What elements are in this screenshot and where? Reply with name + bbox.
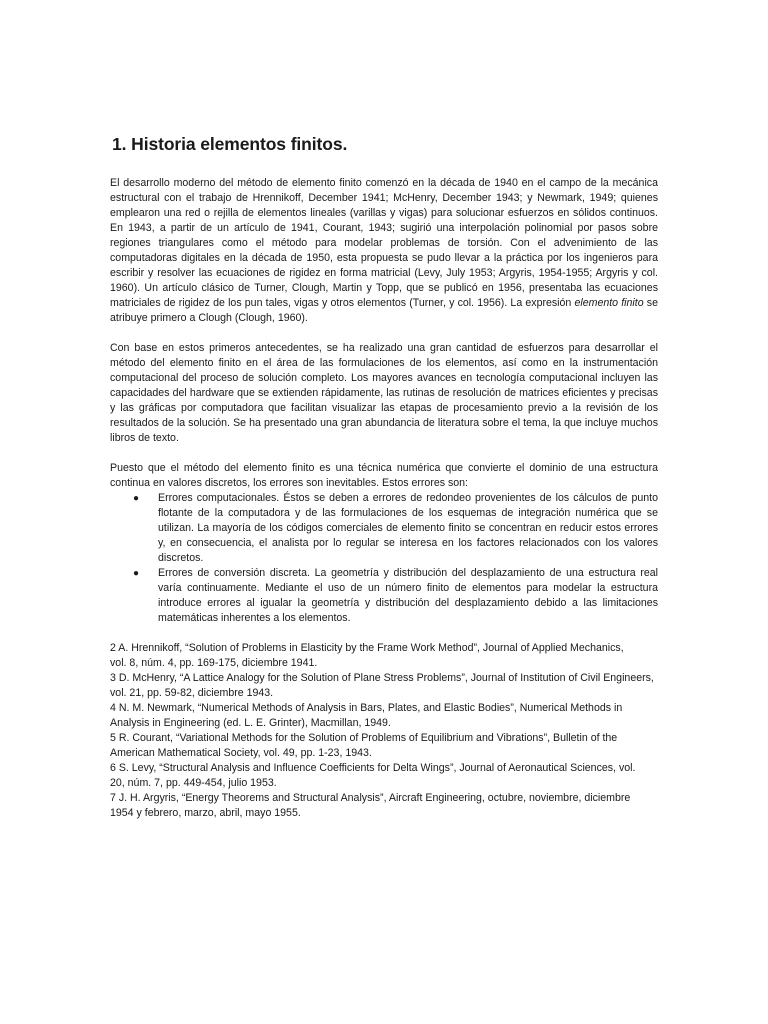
reference-item xyxy=(110,791,658,821)
references-section xyxy=(110,641,658,821)
paragraph-history-text: El desarrollo moderno del método de elemento finito comenzó en la década de 1940 en el campo de la mecánica estructural con el trabajo de Hrennikoff, December 1941; McHenry, December 1943; y Newmark, 1949; quienes emplearon una red o rejilla de elementos lineales (varillas y vigas) para solucionar esfuerzos en sólidos continuos. En 1943, a partir de un artículo de 1941, Courant, 1943; sugirió una interpolación polinomial por pasos sobre regiones triangulares como el método para modelar problemas de torsión. Con el advenimiento de las computadoras digitales en la década de 1950, esta propuesta se pudo llevar a la práctica por los ingenieros para escribir y resolver las ecuaciones de rigidez en forma matricial (Levy, July 1953; Argyris, 1954-1955; Argyris y col. 1960). Un artículo clásico de Turner, Clough, Martin y Topp, que se publicó en 1956, presentaba las ecuaciones matriciales de rigidez de los pun tales, vigas y otros elementos (Turner, y col. 1956). La expresión xyxy=(110,177,658,309)
reference-line: American Mathematical Society, vol. 49, pp. 1-23, 1943. xyxy=(110,747,372,759)
paragraph-errors-intro: Puesto que el método del elemento finito es una técnica numérica que convierte el dominio de una estructura continua en valores discretos, los errores son inevitables. Estos errores son: xyxy=(110,462,658,489)
reference-line: 5 R. Courant, “Variational Methods for the Solution of Problems of Equilibrium and Vibrations”, Bulletin of the xyxy=(110,732,618,744)
document-page xyxy=(110,132,658,821)
list-item-text: Errores de conversión discreta. La geometría y distribución del desplazamiento de una estructura real varía continuamente. Mediante el uso de un número finito de elementos para modelar la estructura introduce errores al igualar la geometría y distribución del desplazamiento debido a las limitaciones matemáticas inherentes a los elementos. xyxy=(158,567,658,624)
reference-line: Analysis in Engineering (ed. L. E. Grinter), Macmillan, 1949. xyxy=(110,717,391,729)
reference-line: vol. 21, pp. 59-82, diciembre 1943. xyxy=(110,687,274,699)
reference-line: 7 J. H. Argyris, “Energy Theorems and Structural Analysis”, Aircraft Engineering, octubre, noviembre, diciembre xyxy=(110,792,631,804)
section-heading: 1. Historia elementos finitos. xyxy=(112,134,348,154)
paragraph-history xyxy=(110,176,658,326)
reference-line: 1954 y febrero, marzo, abril, mayo 1955. xyxy=(110,807,301,819)
reference-line: vol. 8, núm. 4, pp. 169-175, diciembre 1941. xyxy=(110,657,318,669)
bullet-icon: ● xyxy=(133,493,140,504)
list-item-text: Errores computacionales. Éstos se deben a errores de redondeo provenientes de los cálculos de punto flotante de la computadora y de las formulaciones de los esquemas de integración numérica que se utilizan. La mayoría de los códigos comerciales de elemento finito se concentran en reducir estos errores y, en consecuencia, el analista por lo regular se interesa en los factores relacionados con los valores discretos. xyxy=(158,492,658,564)
reference-item xyxy=(110,761,658,791)
reference-line: 6 S. Levy, “Structural Analysis and Influence Coefficients for Delta Wings”, Journal of Aeronautical Sciences, vol. xyxy=(110,762,636,774)
emphasis-term: elemento finito xyxy=(574,297,644,309)
reference-item xyxy=(110,701,658,731)
paragraph-advances: Con base en estos primeros antecedentes, se ha realizado una gran cantidad de esfuerzos para desarrollar el método del elemento finito en el área de las formulaciones de los elementos, así como en la instrumentación computacional del proceso de solución completo. Los mayores avances en tecnología computacional incluyen las capacidades del hardware que se extienden rápidamente, las rutinas de resolución de matrices eficientes y precisas y las gráficas por computadora que facilitan visualizar las etapas de procesamiento previo a la revisión de los resultados de la solución. Se ha presentado una gran abundancia de literatura sobre el tema, la que incluye muchos libros de texto. xyxy=(110,342,658,444)
reference-line: 2 A. Hrennikoff, “Solution of Problems in Elasticity by the Frame Work Method”, Journal of Applied Mechanics, xyxy=(110,642,624,654)
reference-item xyxy=(110,671,658,701)
reference-line: 20, núm. 7, pp. 449-454, julio 1953. xyxy=(110,777,277,789)
list-item xyxy=(110,566,658,626)
bullet-icon: ● xyxy=(133,568,140,579)
reference-item xyxy=(110,731,658,761)
paragraph-history-end: se atribuye primero a Clough (Clough, 1960). xyxy=(110,297,658,324)
list-item xyxy=(110,491,658,566)
reference-item xyxy=(110,641,658,671)
reference-line: 3 D. McHenry, “A Lattice Analogy for the Solution of Plane Stress Problems”, Journal of Institution of Civil Engineers, xyxy=(110,672,654,684)
reference-line: 4 N. M. Newmark, “Numerical Methods of Analysis in Bars, Plates, and Elastic Bodies”, Numerical Methods in xyxy=(110,702,623,714)
error-types-list xyxy=(110,491,658,626)
